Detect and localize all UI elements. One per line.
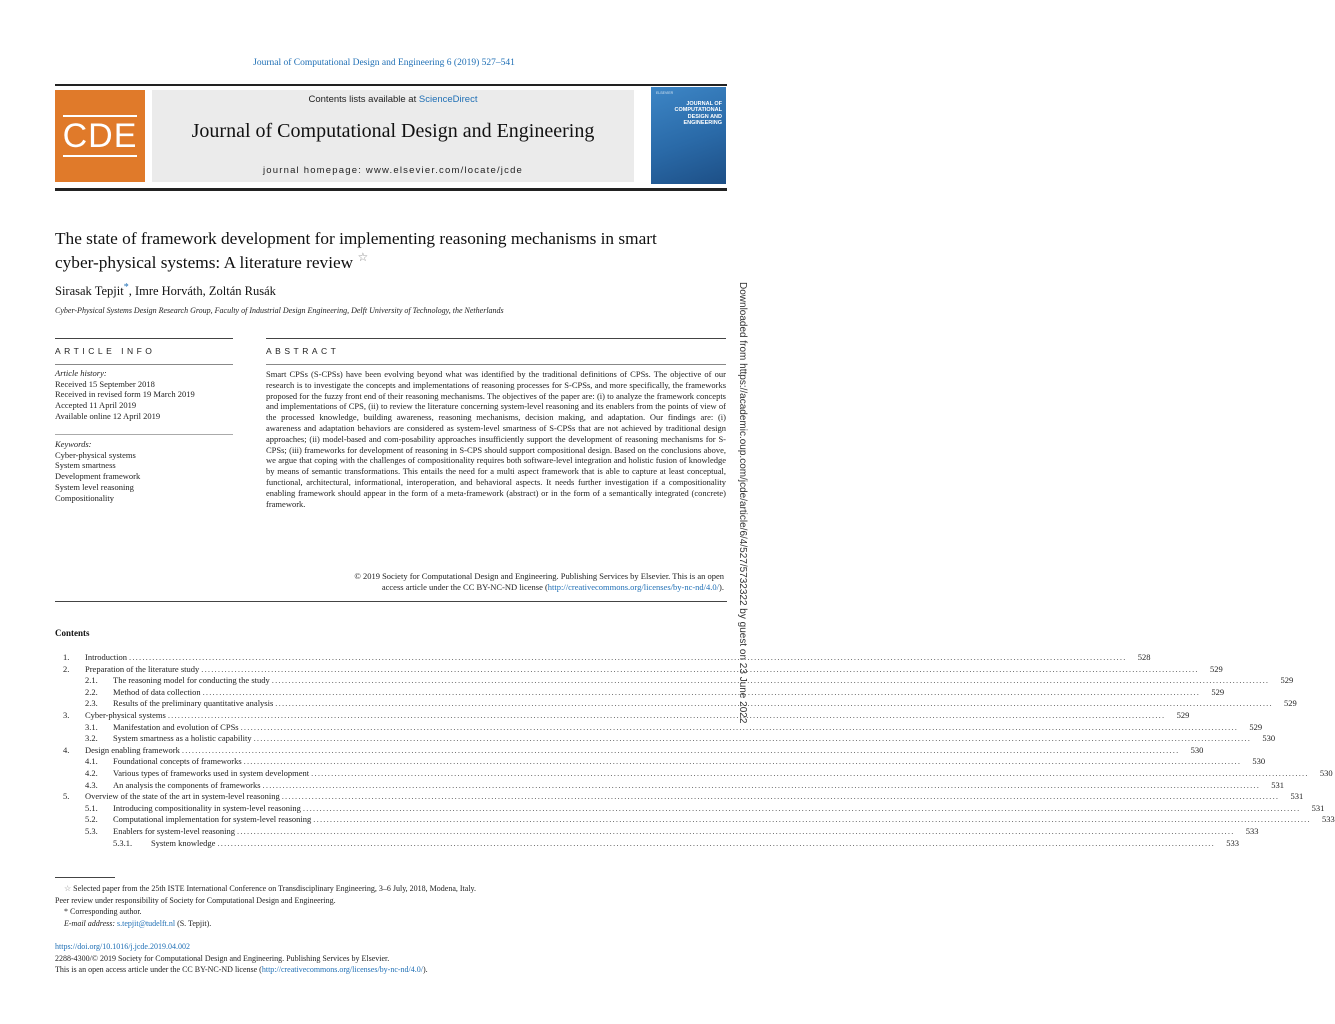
toc-entry[interactable]: [55, 675, 1294, 687]
toc-entry[interactable]: [55, 686, 1225, 699]
toc-page-number[interactable]: 529: [1210, 663, 1223, 674]
toc-number: 2.2.: [85, 686, 98, 697]
info-mid-rule: [55, 364, 233, 365]
toc-page-number[interactable]: 530: [1190, 744, 1204, 755]
toc-leader-dots: ............................................................................................................................................................................................................................................................................................................: [281, 791, 1280, 802]
license-line-1: © 2019 Society for Computational Design and Engineering. Publishing Services by Elsevier. This is an open: [354, 571, 724, 581]
corresponding-author-mark[interactable]: *: [123, 282, 129, 293]
cover-publisher: ELSEVIER: [656, 91, 674, 95]
contents-available-line: [152, 94, 634, 105]
history-list: [55, 379, 233, 422]
article-title: [55, 228, 675, 275]
toc-leader-dots: ............................................................................................................................................................................................................................................................................................................: [201, 663, 1199, 674]
toc-leader-dots: ............................................................................................................................................................................................................................................................................................................: [240, 721, 1239, 732]
abstract-top-rule: [266, 338, 726, 339]
toc-leader-dots: ............................................................................................................................................................................................................................................................................................................: [253, 733, 1252, 744]
corresponding-text: Corresponding author.: [70, 907, 142, 916]
license-line-2: [266, 582, 724, 593]
toc-entry[interactable]: [55, 663, 1223, 676]
sciencedirect-link[interactable]: ScienceDirect: [418, 94, 478, 105]
toc-entry[interactable]: [55, 733, 1276, 745]
author-name[interactable]: Zoltán Rusák: [208, 284, 276, 299]
toc-number: 4.3.: [85, 779, 98, 790]
toc-number: 3.1.: [85, 721, 98, 732]
footnote-star: [55, 883, 727, 895]
toc-entry[interactable]: [55, 756, 1266, 768]
toc-entry[interactable]: [55, 698, 1297, 710]
article-title-text: The state of framework development for implementing reasoning mechanisms in smart cyber-physical systems: A literature review: [55, 229, 657, 273]
toc-entry[interactable]: [55, 779, 1285, 792]
toc-page-number[interactable]: 531: [1290, 791, 1304, 802]
abstract-mid-rule: [266, 364, 726, 365]
toc-page-number[interactable]: 529: [1176, 709, 1190, 720]
author-list: [55, 282, 276, 299]
toc-title[interactable]: Design enabling framework: [85, 744, 180, 755]
doi-block: [55, 941, 727, 976]
toc-page-number[interactable]: 533: [1322, 814, 1335, 825]
license-suffix: ).: [719, 581, 724, 592]
footnote-email: [55, 918, 727, 930]
abstract-heading: ABSTRACT: [266, 346, 340, 356]
toc-number: 5.3.: [85, 825, 98, 836]
toc-entry[interactable]: [55, 744, 1204, 757]
journal-name: Journal of Computational Design and Engineering: [191, 120, 595, 142]
toc-leader-dots: ............................................................................................................................................................................................................................................................................................................: [275, 698, 1273, 709]
footnote-star-mark: ☆: [64, 884, 72, 893]
toc-leader-dots: ............................................................................................................................................................................................................................................................................................................: [313, 814, 1311, 825]
keywords-label: Keywords:: [55, 439, 92, 449]
info-top-rule: [55, 338, 233, 339]
toc-page-number[interactable]: 533: [1226, 837, 1239, 848]
toc-title[interactable]: Manifestation and evolution of CPSs: [113, 721, 239, 732]
journal-cover-image: [651, 87, 726, 184]
toc-page-number[interactable]: 531: [1311, 802, 1325, 813]
download-watermark: Downloaded from https://academic.oup.com/jcde/article/6/4/527/5732322 by guest on 23 June 2022: [737, 282, 748, 724]
author-name[interactable]: Imre Horváth: [134, 284, 203, 299]
toc-number: 4.: [63, 744, 70, 755]
open-access-line: [55, 964, 727, 976]
toc-number: 2.3.: [85, 698, 98, 709]
toc-number: 1.: [63, 652, 70, 662]
abstract-text: Smart CPSs (S-CPSs) have been evolving beyond what was identified by the traditional definitions of CPSs. The objective of our research is to investigate the concepts and implementations of reasoning processes for S-CPSs, and more specifically, the frameworks proposed for the fuzzy front end of their reasoning mechanisms. The objectives of the paper are: (i) to analyze the framework concepts and implementations of CPS, (ii) to review the literature concerning system-level reasoning and its enablers from the points of view of the processed knowledge, building awareness, reasoning mechanisms, decision making, and adaptation. Our findings are: (i) awareness and adaptation behaviors are considered as system-level smartness of S-CPSs that are not achieved by traditional design approaches; (ii) model-based and com-posability approaches insufficiently support the development of reasoning mechanisms for S-CPSs; (iii) frameworks for development of reasoning in S-CPS should support compositional design. Based on the conclusions above, we argue that coping with the challenges of compositionality requires both software-level integration and holistic fusion of knowledge by means of semantic transformations. This entails the need for a multi aspect framework that is able to capture at least conceptual, functional, architectural, informational, interoperation, and behavioral aspects. It needs further investigation if a compositionality enabling framework should appear in the form of a meta-framework (abstract) or in the form of a semantically integrated (concrete) framework.: [266, 369, 726, 509]
toc-title[interactable]: Introduction: [85, 652, 128, 662]
footnote-corresponding: [55, 906, 727, 918]
toc-title[interactable]: System smartness as a holistic capability: [113, 733, 252, 744]
doi-link[interactable]: https://doi.org/10.1016/j.jcde.2019.04.002: [55, 942, 190, 951]
toc-entry[interactable]: [55, 767, 1333, 780]
toc-number: 3.: [63, 709, 70, 720]
history-item: Accepted 11 April 2019: [55, 400, 137, 411]
keyword-item: System smartness: [55, 460, 116, 471]
toc-title[interactable]: Foundational concepts of frameworks: [113, 756, 242, 767]
toc-title[interactable]: Preparation of the literature study: [85, 663, 200, 674]
keyword-item: Development framework: [55, 471, 141, 482]
toc-page-number[interactable]: 529: [1211, 686, 1225, 697]
toc-leader-dots: ............................................................................................................................................................................................................................................................................................................: [243, 756, 1242, 767]
toc-entry[interactable]: [55, 721, 1263, 734]
toc-number: 2.: [63, 663, 70, 674]
keyword-item: Compositionality: [55, 492, 115, 503]
abstract-bottom-rule: [55, 601, 727, 602]
oa-prefix: This is an open access article under the CC BY-NC-ND license (: [55, 965, 262, 974]
toc-leader-dots: ............................................................................................................................................................................................................................................................................................................: [302, 802, 1301, 813]
toc-page-number[interactable]: 530: [1262, 733, 1276, 744]
abstract-license: [266, 571, 726, 593]
toc-entry[interactable]: [55, 802, 1325, 815]
toc-entry[interactable]: [55, 837, 1239, 850]
toc-entry[interactable]: [55, 652, 1151, 664]
toc-entry[interactable]: [55, 709, 1190, 722]
toc-page-number[interactable]: 530: [1252, 756, 1266, 767]
journal-homepage[interactable]: journal homepage: www.elsevier.com/locate/jcde: [262, 165, 524, 176]
contents-title: Contents: [55, 628, 90, 638]
oa-suffix: ).: [423, 965, 428, 974]
toc-page-number[interactable]: 529: [1280, 675, 1294, 686]
toc-title[interactable]: Overview of the state of the art in system-level reasoning: [85, 791, 280, 802]
toc-entry[interactable]: [55, 814, 1335, 826]
footnotes: [55, 883, 727, 929]
toc-entry[interactable]: [55, 825, 1259, 838]
toc-entry[interactable]: [55, 791, 1304, 803]
toc-number: 2.1.: [85, 675, 98, 686]
toc-leader-dots: ............................................................................................................................................................................................................................................................................................................: [271, 675, 1270, 686]
toc-page-number[interactable]: 533: [1245, 825, 1259, 836]
toc-leader-dots: ............................................................................................................................................................................................................................................................................................................: [129, 652, 1127, 662]
toc-leader-dots: ............................................................................................................................................................................................................................................................................................................: [202, 686, 1201, 697]
toc-page-number[interactable]: 528: [1137, 652, 1151, 662]
author-separator: ,: [202, 284, 209, 299]
toc-number: 4.2.: [85, 767, 98, 778]
table-of-contents: [55, 652, 1335, 849]
info-separator: [55, 434, 233, 435]
toc-title[interactable]: Computational implementation for system-level reasoning: [113, 814, 312, 825]
article-history: [55, 368, 233, 422]
header-bottom-rule: [55, 188, 727, 191]
issn-line: 2288-4300/© 2019 Society for Computational Design and Engineering. Publishing Services by Elsevier.: [55, 953, 390, 963]
keyword-item: System level reasoning: [55, 481, 134, 492]
cover-title: JOURNAL OF COMPUTATIONAL DESIGN AND ENGINEERING: [674, 101, 722, 126]
toc-number: 5.3.1.: [113, 837, 133, 848]
toc-title[interactable]: Cyber-physical systems: [85, 709, 166, 720]
history-item: Received in revised form 19 March 2019: [55, 389, 195, 400]
toc-leader-dots: ............................................................................................................................................................................................................................................................................................................: [217, 837, 1215, 848]
journal-citation[interactable]: Journal of Computational Design and Engineering 6 (2019) 527–541: [253, 58, 515, 68]
author-name[interactable]: Sirasak Tepjit: [55, 284, 124, 299]
license-link[interactable]: http://creativecommons.org/licenses/by-nc-nd/4.0/: [547, 581, 720, 592]
affiliation: Cyber-Physical Systems Design Research Group, Faculty of Industrial Design Engineering, Delft University of Technology, the Netherlands: [55, 306, 504, 315]
article-info-heading: ARTICLE INFO: [55, 346, 156, 356]
toc-leader-dots: ............................................................................................................................................................................................................................................................................................................: [262, 779, 1261, 790]
email-link[interactable]: s.tepjit@tudelft.nl: [117, 918, 176, 928]
toc-title[interactable]: Enablers for system-level reasoning: [113, 825, 236, 836]
toc-page-number[interactable]: 529: [1284, 698, 1297, 709]
oa-license-link[interactable]: http://creativecommons.org/licenses/by-nc-nd/4.0/: [261, 965, 423, 974]
keyword-item: Cyber-physical systems: [55, 449, 136, 460]
toc-page-number[interactable]: 530: [1319, 767, 1333, 778]
header-top-rule: [55, 84, 727, 86]
toc-number: 5.2.: [85, 814, 98, 825]
footnote-star-text: Selected paper from the 25th ISTE International Conference on Transdisciplinary Engineering, 3–6 July, 2018, Modena, Italy.: [73, 884, 477, 893]
history-item: Available online 12 April 2019: [55, 410, 161, 421]
history-item: Received 15 September 2018: [55, 378, 155, 389]
toc-number: 5.: [63, 791, 70, 802]
toc-title[interactable]: Results of the preliminary quantitative analysis: [113, 698, 274, 709]
toc-title[interactable]: Introducing compositionality in system-level reasoning: [113, 802, 301, 813]
toc-title[interactable]: Various types of frameworks used in system development: [113, 767, 310, 778]
peer-review-note: Peer review under responsibility of Society for Computational Design and Engineering.: [55, 895, 336, 905]
toc-leader-dots: ............................................................................................................................................................................................................................................................................................................: [237, 825, 1235, 836]
history-label: Article history:: [55, 368, 107, 378]
toc-leader-dots: ............................................................................................................................................................................................................................................................................................................: [311, 767, 1309, 778]
toc-title[interactable]: An analysis the components of frameworks: [113, 779, 261, 790]
toc-number: 5.1.: [85, 802, 98, 813]
toc-title[interactable]: The reasoning model for conducting the study: [113, 675, 270, 686]
toc-number: 4.1.: [85, 756, 98, 767]
title-footnote-mark[interactable]: ☆: [357, 250, 369, 265]
cde-logo-text: CDE: [62, 117, 138, 155]
toc-title[interactable]: System knowledge: [151, 837, 216, 848]
toc-page-number[interactable]: 531: [1271, 779, 1285, 790]
toc-leader-dots: ............................................................................................................................................................................................................................................................................................................: [167, 709, 1166, 720]
toc-title[interactable]: Method of data collection: [113, 686, 201, 697]
email-suffix: (S. Tepjit).: [177, 918, 212, 928]
toc-leader-dots: ............................................................................................................................................................................................................................................................................................................: [181, 744, 1180, 755]
toc-page-number[interactable]: 529: [1249, 721, 1263, 732]
keywords-block: [55, 439, 233, 503]
license-prefix: access article under the CC BY-NC-ND license (: [381, 581, 548, 592]
keyword-list: [55, 450, 233, 504]
author-separator: ,: [128, 284, 135, 299]
corresponding-mark: *: [64, 907, 68, 916]
contents-prefix: Contents lists available at: [308, 94, 419, 105]
email-label: E-mail address:: [64, 918, 116, 928]
footnote-rule: [55, 877, 115, 878]
cde-logo: [55, 90, 145, 182]
toc-number: 3.2.: [85, 733, 98, 744]
